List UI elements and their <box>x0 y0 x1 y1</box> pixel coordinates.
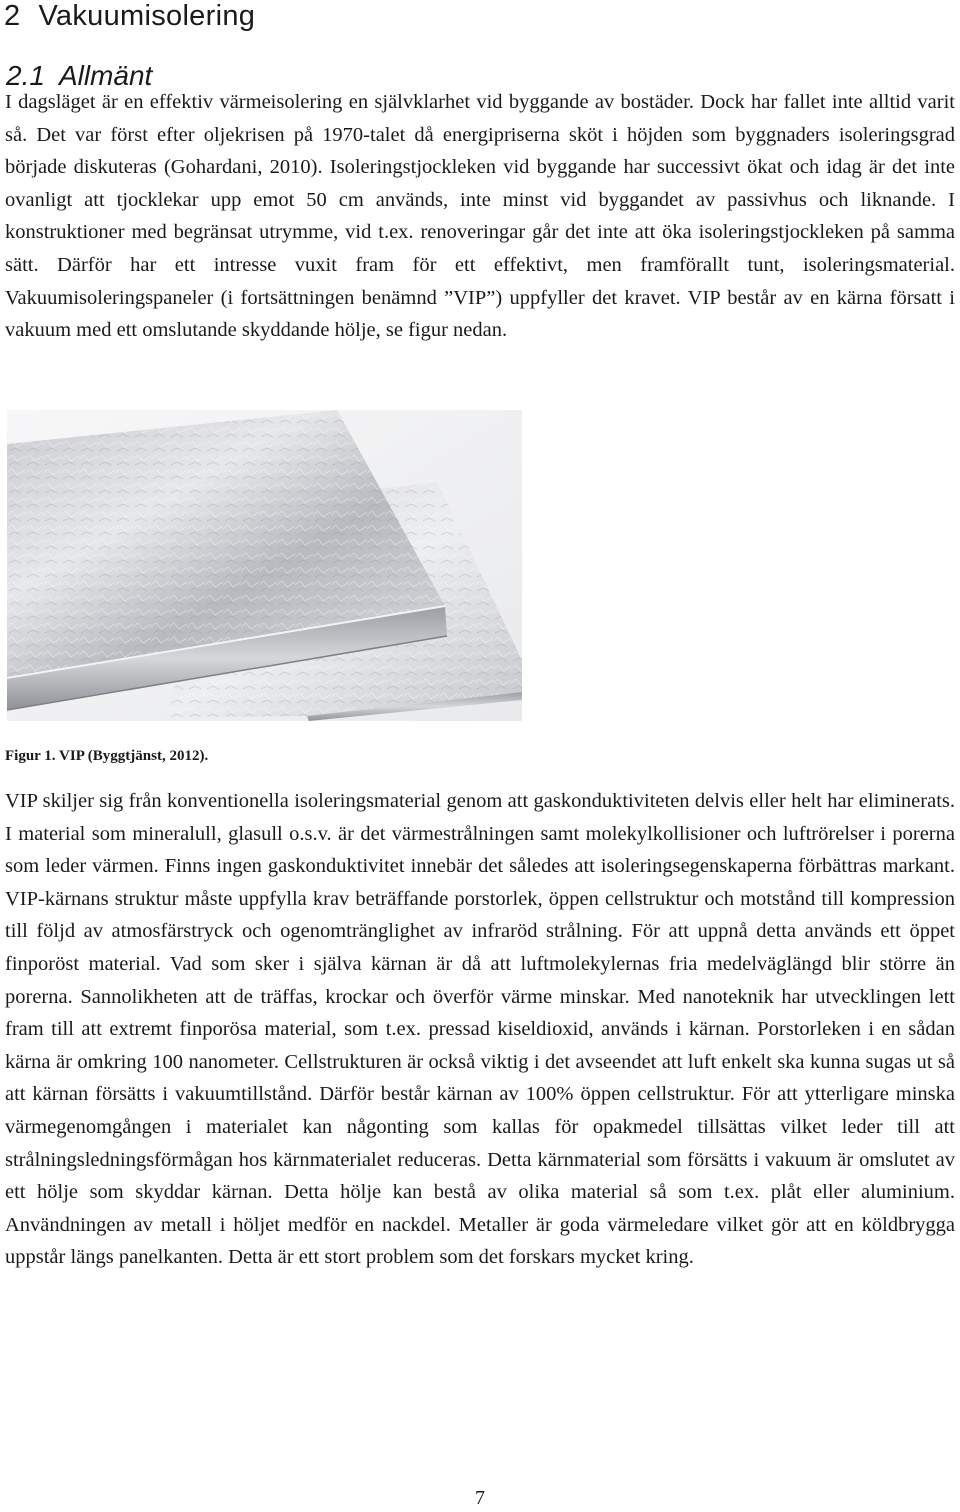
section-heading <box>4 0 255 36</box>
section-title: Vakuumisolering <box>38 0 256 32</box>
body-paragraph-intro: I dagsläget är en effektiv värmeisolering en självklarhet vid byggande av bostäder. Dock har fallet inte alltid varit så. Det var först efter oljekrisen på 1970-talet då energipriserna sköt i höjden som byggnaders isoleringsgrad började diskuteras (Gohardani, 2010). Isoleringstjockleken vid byggande har successivt ökat och idag är det inte ovanligt att tjocklekar upp emot 50 cm används, inte minst vid byggandet av passivhus och liknande. I konstruktioner med begränsat utrymme, vid t.ex. renoveringar går det inte att öka isoleringstjockleken på samma sätt. Därför har ett intresse vuxit fram för ett effektivt, men framförallt tunt, isoleringsmaterial. Vakuumisoleringspaneler (i fortsättningen benämnd ”VIP”) uppfyller det kravet. VIP består av en kärna försatt i vakuum med ett omslutande skyddande hölje, se figur nedan. <box>5 91 955 342</box>
section-number: 2 <box>4 0 21 32</box>
body-paragraph-vip: VIP skiljer sig från konventionella isoleringsmaterial genom att gaskonduktiviteten delvis eller helt har eliminerats. I material som mineralull, glasull o.s.v. är det värmestrålningen samt molekylkollisioner och luftrörelser i porerna som leder värmen. Finns ingen gaskonduktivitet innebär det således att isoleringsegenskaperna förbättras markant. VIP-kärnans struktur måste uppfylla krav beträffande porstorlek, öppen cellstruktur och motstånd till kompression till följd av atmosfärstryck och ogenomtränglighet av infraröd strålning. För att uppnå detta används ett öppet finporöst material. Vad som sker i själva kärnan är då att luftmolekylernas fria medelväglängd blir större än porerna. Sannolikheten att de träffas, krockar och överför värme minskar. Med nanoteknik har utvecklingen lett fram till att extremt finporösa material, som t.ex. pressad kiseldioxid, används i kärnan. Porstorleken i en sådan kärna är omkring 100 nanometer. Cellstrukturen är också viktig i det avseendet att luft enkelt ska kunna sugas ut så att kärnan försätts i vakuumtillstånd. Därför består kärnan av 100% öppen cellstruktur. För att ytterligare minska värmegenomgången i materialet kan någonting som kallas för opakmedel tillsättas vilket leder till att strålningsledningsförmågan hos kärnmaterialet reduceras. Detta kärnmaterial som försätts i vakuum är omslutet av ett hölje som skyddar kärnan. Detta hölje kan bestå av olika material så som t.ex. plåt eller aluminium. Användningen av metall i höljet medför en nackdel. Metaller är goda värmeledare vilket gör att en köldbrygga uppstår längs panelkanten. Detta är ett stort problem som det forskars mycket kring. <box>5 790 955 1269</box>
subsection-title: Allmänt <box>58 60 153 91</box>
page-number: 7 <box>475 1487 485 1509</box>
subsection-number: 2.1 <box>6 60 45 91</box>
vip-panel-photo <box>7 410 522 721</box>
figure-caption: Figur 1. VIP (Byggtjänst, 2012). <box>5 748 209 764</box>
